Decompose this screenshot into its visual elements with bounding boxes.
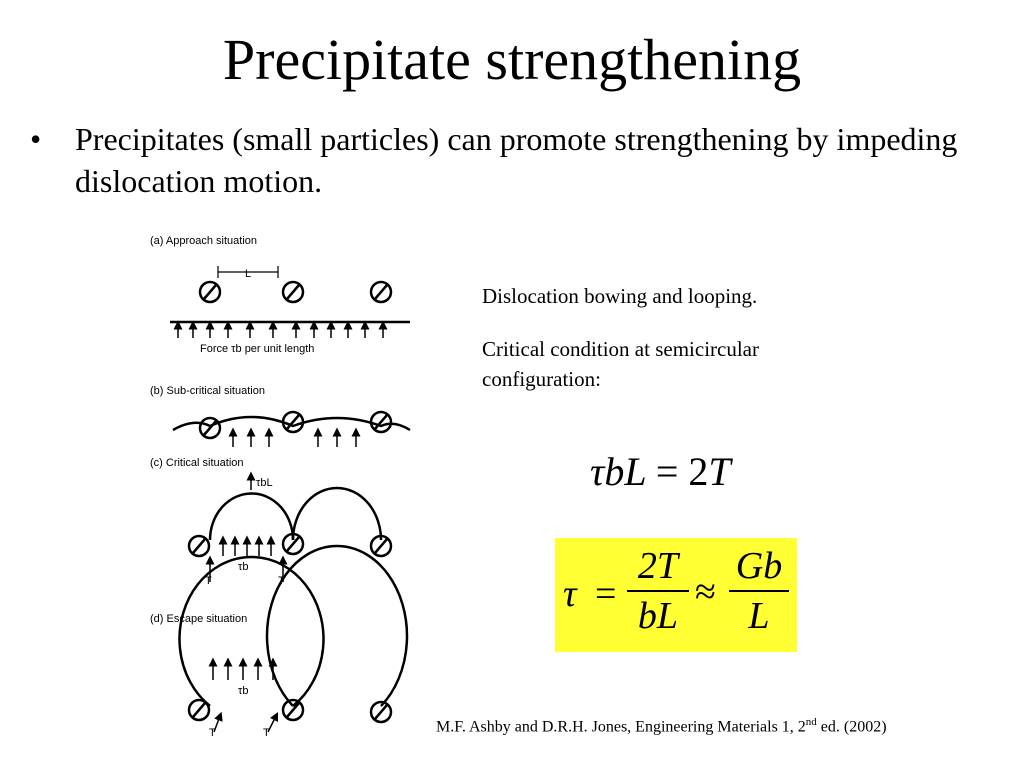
reference-citation (436, 716, 887, 736)
taub-label-c: τb (238, 561, 249, 573)
force-arrows-a (178, 325, 383, 338)
panel-a-label: (a) Approach situation (150, 235, 258, 247)
force-arrows-d (213, 662, 273, 680)
force-arrows-b (233, 432, 356, 447)
caption-critical-condition: Critical condition at semicircular configuration: (482, 337, 759, 391)
reference-sup: nd (805, 716, 817, 728)
dislocation-loop-d2 (267, 546, 407, 706)
eq1-two: 2 (688, 449, 709, 494)
force-arrows-c (223, 540, 271, 556)
tension-label-c1: T (205, 575, 212, 587)
bullet-icon: • (30, 121, 42, 157)
dislocation-figure (128, 222, 420, 740)
dislocation-loop-c2 (293, 488, 381, 540)
eq1-T: T (708, 449, 731, 494)
eq1-L: L (624, 449, 646, 494)
eq2-fraction-2 (729, 544, 789, 638)
bullet-point (30, 118, 990, 202)
reference-before: M.F. Ashby and D.R.H. Jones, Engineering Materials 1, 2 (436, 718, 806, 736)
bullet-text: Precipitates (small particles) can promote strengthening by impeding dislocation motion. (75, 121, 958, 199)
eq2-tau: τ (563, 573, 577, 615)
critical-equation (590, 448, 731, 495)
eq2-equals: = (595, 573, 617, 615)
tension-label-d1: T (209, 727, 216, 739)
tension-label-c2: T (278, 575, 285, 587)
taubL-label: τbL (256, 477, 273, 489)
dislocation-loop-c1 (210, 493, 293, 540)
eq2-frac1-denominator: bL (637, 595, 679, 637)
highlighted-equation (555, 538, 797, 652)
panel-d-label: (d) Escape situation (150, 613, 248, 625)
dislocation-loop-d1 (180, 557, 324, 706)
eq2-frac1-numerator: 2T (637, 545, 679, 587)
eq2-frac2-denominator: L (748, 595, 770, 637)
caption-bowing: Dislocation bowing and looping. (482, 284, 758, 308)
eq2-frac2-numerator: Gb (735, 545, 783, 587)
eq1-tau: τ (590, 449, 605, 494)
slide-title: Precipitate strengthening (222, 27, 802, 92)
taub-label-d: τb (238, 685, 249, 697)
eq2-fraction-1 (627, 544, 689, 638)
spacing-label: L (245, 268, 252, 280)
precipitate-row-a (200, 282, 391, 302)
force-label: Force τb per unit length (200, 343, 315, 355)
eq1-equals: = (655, 449, 679, 494)
panel-b-label: (b) Sub-critical situation (150, 385, 265, 397)
eq2-approx: ≈ (695, 571, 716, 613)
eq1-b: b (604, 449, 625, 494)
tension-label-d2: T (263, 727, 270, 739)
panel-c-label: (c) Critical situation (150, 457, 244, 469)
precipitate-row-c (189, 534, 391, 556)
reference-after: ed. (2002) (816, 718, 887, 736)
